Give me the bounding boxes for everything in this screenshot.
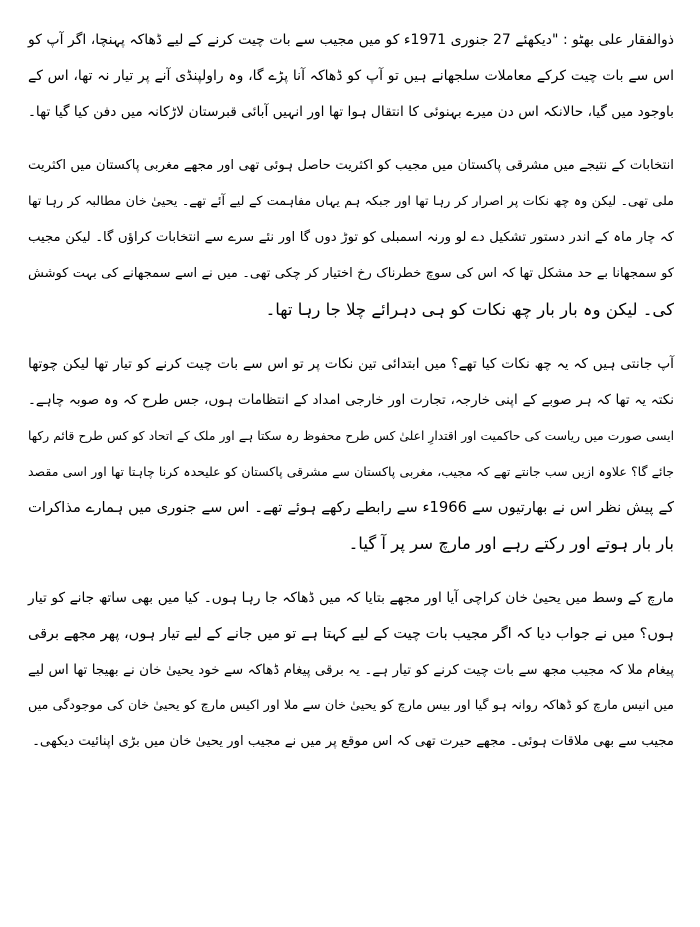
text-line: ملی تھی۔ لیکن وہ چھ نکات پر اصرار کر رہا تھا اور جبکہ ہم یہاں مفاہمت کے لیے آئے تھے۔ یحییٰ خان مطالبہ کر رہا تھا: [28, 194, 674, 209]
text-line: اس سے بات چیت کرکے معاملات سلجھانے ہیں تو آپ کو ڈھاکہ آنا پڑے گا، وہ راولپنڈی آنے پر تیار نہ تھا، اس کے: [28, 68, 674, 84]
text-line: نکتہ یہ تھا کہ ہر صوبے کے اپنی خارجہ، تجارت اور خارجی امداد کے انتظامات ہوں، جس طرح کہ وہ صوبہ چاہے۔: [28, 392, 674, 408]
document-page: [28, 22, 674, 778]
text-line: مجیب سے بھی ملاقات ہوئی۔ مجھے حیرت تھی کہ اس موقع پر میں نے مجیب اور یحییٰ خان میں بڑی اپنائیت دیکھی۔: [32, 734, 674, 749]
text-line: ہوں؟ میں نے جواب دیا کہ اگر مجیب بات چیت کے لیے کہتا ہے تو میں جانے کے لیے تیار ہوں، پھر مجھے برقی: [28, 626, 674, 642]
text-line: کے پیش نظر اس نے بھارتیوں سے 1966ء سے رابطے رکھے ہوئے تھے۔ اس سے جنوری میں ہمارے مذاکرات: [28, 499, 674, 516]
paragraph-2: [28, 148, 674, 328]
text-line: کہ چار ماہ کے اندر دستور تشکیل دے لو ورنہ اسمبلی کو توڑ دوں گا اور نئے سرے سے انتخابات کراؤں گا۔ لیکن مجیب: [28, 230, 674, 245]
text-line: میں انیس مارچ کو ڈھاکہ روانہ ہو گیا اور بیس مارچ کو یحییٰ خان سے ملا اور اکیس مارچ کو یحییٰ خان کی موجودگی میں: [28, 698, 674, 713]
text-line: جائے گا؟ علاوہ ازیں سب جانتے تھے کہ مجیب، مغربی پاکستان سے مشرقی پاکستان کو علیحدہ کرنا چاہتا تھا اور اسی مقصد: [28, 464, 674, 479]
text-line: مارچ کے وسط میں یحییٰ خان کراچی آیا اور مجھے بتایا کہ میں ڈھاکہ جا رہا ہوں۔ کیا میں بھی ساتھ جانے کو تیار: [28, 590, 674, 606]
text-line: آپ جانتی ہیں کہ یہ چھ نکات کیا تھے؟ میں ابتدائی تین نکات پر تو اس سے بات چیت کرنے کو تیار تھا لیکن چوتھا: [28, 356, 674, 372]
text-line: ذوالفقار علی بھٹو : "دیکھئے 27 جنوری 1971ء کو میں مجیب سے بات چیت کرنے کے لیے ڈھاکہ پہنچا، اگر آپ کو: [28, 32, 674, 48]
text-line: باوجود میں گیا، حالانکہ اس دن میرے بہنوئی کا انتقال ہوا تھا اور انہیں آبائی قبرستان لاڑکانہ میں دفن کیا گیا تھا۔: [27, 104, 674, 120]
text-line: انتخابات کے نتیجے میں مشرقی پاکستان میں مجیب کو اکثریت حاصل ہوئی تھی اور مجھے مغربی پاکستان میں اکثریت: [28, 158, 674, 173]
paragraph-4: [28, 580, 674, 760]
text-line: بار بار ہوتے اور رکتے رہے اور مارچ سر پر آ گیا۔: [348, 534, 674, 553]
paragraph-1: [28, 22, 674, 130]
text-line: ایسی صورت میں ریاست کی حاکمیت اور اقتدارِ اعلیٰ کس طرح محفوظ رہ سکتا ہے اور ملک کے اتحاد کو کس طرح قائم رکھا: [28, 429, 674, 443]
text-line: کو سمجھانا بے حد مشکل تھا کہ اس کی سوچ خطرناک رخ اختیار کر چکی تھی۔ میں نے اسے سمجھانے کی بہت کوشش: [28, 266, 674, 281]
paragraph-3: [28, 346, 674, 562]
text-line: پیغام ملا کہ مجیب مجھ سے بات چیت کرنے کو تیار ہے۔ یہ برقی پیغام ڈھاکہ سے خود یحییٰ خان نے بھیجا تھا اس لیے: [28, 662, 674, 678]
text-line: کی۔ لیکن وہ بار بار چھ نکات کو ہی دہرائے چلا جا رہا تھا۔: [265, 300, 674, 319]
